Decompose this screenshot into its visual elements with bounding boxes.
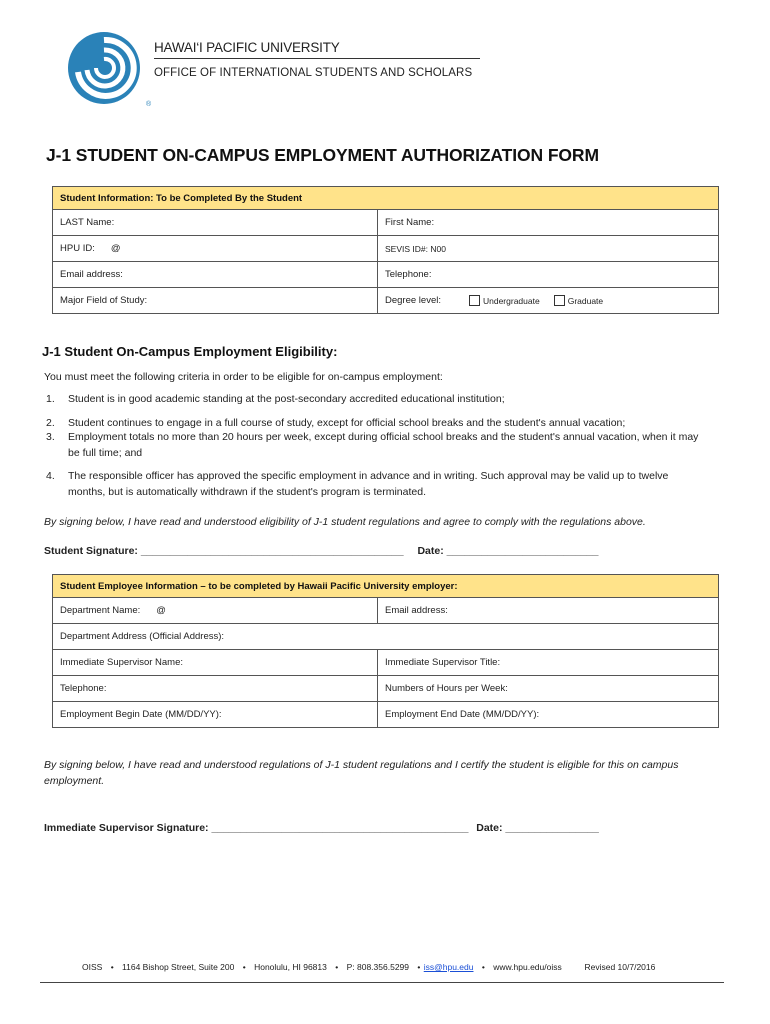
undergraduate-checkbox[interactable] [469,295,480,306]
footer-divider [40,982,724,983]
registered-mark: ® [146,101,152,108]
criteria-item: Student continues to engage in a full course of study, except for official school breaks and the student's annual vacation; [68,417,626,429]
office-name: OFFICE OF INTERNATIONAL STUDENTS AND SCHOLARS [154,67,473,79]
criteria-number: 1. [46,393,55,405]
supervisor-title-field[interactable]: Immediate Supervisor Title: [385,657,501,668]
student-signature-line[interactable] [44,543,598,559]
degree-level-label: Degree level: [385,295,441,306]
last-name-field[interactable]: LAST Name: [53,210,378,235]
criteria-item: Student is in good academic standing at the post-secondary accredited educational institution; [68,393,505,405]
table-row [53,623,718,649]
employer-email-field[interactable]: Email address: [385,605,448,616]
student-telephone-field[interactable]: Telephone: [385,269,432,280]
supervisor-name-field[interactable]: Immediate Supervisor Name: [53,650,378,675]
criteria-number: 2. [46,417,55,429]
employer-info-table [52,574,719,728]
footer-city: Honolulu, HI 96813 [254,962,327,972]
supervisor-signature-label: Immediate Supervisor Signature: ____________________________________________ [44,822,469,834]
student-email-field[interactable]: Email address: [53,262,378,287]
undergraduate-option[interactable]: Undergraduate [469,295,540,306]
table-row [53,597,718,623]
hpu-id-field[interactable]: HPU ID: @ [53,236,378,261]
footer-email-link[interactable]: iss@hpu.edu [423,962,474,972]
table-row [53,287,718,313]
table-row [53,261,718,287]
student-statement: By signing below, I have read and understood eligibility of J-1 student regulations and agree to comply with the regulations above. [44,516,646,528]
criteria-number: 4. [46,470,55,482]
form-title: J-1 STUDENT ON-CAMPUS EMPLOYMENT AUTHORIZATION FORM [46,145,599,165]
major-field[interactable]: Major Field of Study: [53,288,378,313]
criteria-item: The responsible officer has approved the specific employment in advance and in writing. Such approval may be valid up to twelve months, but is automatically withdrawn if the student's program is terminated. [68,470,669,498]
student-date-label: Date: __________________________ [417,545,599,557]
criteria-number: 3. [46,431,55,443]
employer-telephone-field[interactable]: Telephone: [53,676,378,701]
graduate-option[interactable]: Graduate [554,295,603,306]
hpu-logo [62,28,154,110]
employer-info-header [53,575,718,597]
university-name: HAWAI‘I PACIFIC UNIVERSITY [154,40,340,55]
hours-per-week-field[interactable]: Numbers of Hours per Week: [385,683,508,694]
student-info-heading: Student Information: To be Completed By the Student [60,192,303,204]
first-name-field[interactable]: First Name: [385,217,435,228]
footer-office: OISS [82,962,103,972]
student-info-table [52,186,719,314]
footer-phone: P: 808.356.5299 [346,962,409,972]
employer-info-heading: Student Employee Information – to be completed by Hawaii Pacific University employer: [60,580,458,592]
end-date-field[interactable]: Employment End Date (MM/DD/YY): [385,709,540,720]
table-row [53,701,718,727]
footer-revised: Revised 10/7/2016 [584,962,656,972]
department-name-field[interactable]: Department Name: @ [53,598,378,623]
header-divider [154,58,480,59]
sevis-id-field[interactable]: SEVIS ID#: N00 [385,243,446,254]
department-address-field[interactable]: Department Address (Official Address): [60,631,225,642]
footer-address: 1164 Bishop Street, Suite 200 [122,962,235,972]
student-signature-label: Student Signature: _____________________________________________ [44,545,404,557]
footer: OISS • 1164 Bishop Street, Suite 200 • Honolulu, HI 96813 • P: 808.356.5299 • iss@hpu.edu • www.hpu.edu/oiss Revised 10/7/2016 [82,962,656,972]
begin-date-field[interactable]: Employment Begin Date (MM/DD/YY): [53,702,378,727]
table-row [53,675,718,701]
student-info-header [53,187,718,209]
supervisor-statement: By signing below, I have read and understood regulations of J-1 student regulations and I certify the student is eligible for this on campus employment. [44,759,679,787]
eligibility-intro: You must meet the following criteria in order to be eligible for on-campus employment: [44,371,443,383]
table-row [53,209,718,235]
degree-level-field [378,288,718,313]
supervisor-date-label: Date: ________________ [476,822,599,834]
supervisor-signature-line[interactable] [44,820,599,836]
table-row [53,235,718,261]
graduate-checkbox[interactable] [554,295,565,306]
eligibility-title: J-1 Student On-Campus Employment Eligibility: [42,344,338,359]
table-row [53,649,718,675]
footer-website[interactable]: www.hpu.edu/oiss [493,962,562,972]
criteria-item: Employment totals no more than 20 hours per week, except during official school breaks and the student's annual vacation, when it may be full time; and [68,431,699,459]
